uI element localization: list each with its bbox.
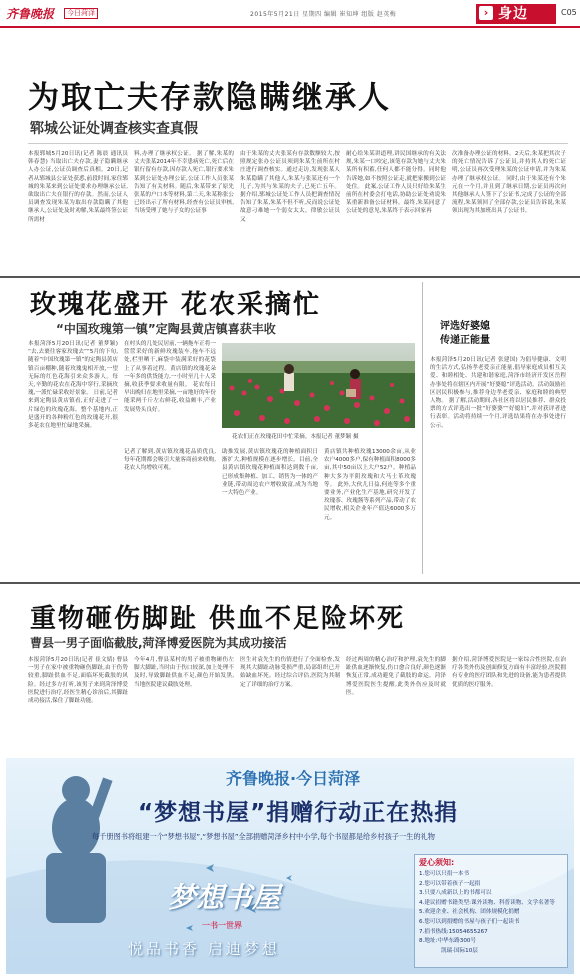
section-divider [0,582,580,584]
photo-caption: 花农们正在玫瑰花田中忙采摘。本报记者 董梦颖 摄 [232,434,359,440]
notice-item: 1.您可以只捐一本书 [419,871,470,877]
rose-field-photo [222,343,415,428]
story3-title: 重物砸伤脚趾 供血不足险坏死 [30,604,406,634]
notice-item: 8.地址:中华东路300号 [419,938,477,945]
notice-item: 7.捐书热线:15054655267 [419,928,488,935]
edition-badge: 今日菏泽 [64,8,98,19]
sidebar-title: 传递正能量 [440,335,490,346]
story3-column: 医生对袁先生的伤情进行了全面检查,发现其大脚趾动脉受损严重,局部组织已开始缺血坏死。经过综合评估,医院为其制定了详细的治疗方案。 [240,657,340,688]
ad-logo: 梦想书屋 [168,881,281,914]
column-divider [422,282,423,574]
section-divider [0,276,580,278]
ad-masthead: 齐鲁晚报·今日菏泽 [226,769,361,788]
story2-column: 本报菏泽5月20日讯(记者 董梦颖) “去,去裹往客家玫瑰去”“5月的下旬,随着“中国玫瑰第一镇”的定陶县黄店镇百亩棚种,随着玫瑰鬼相开放,一望无际的红色花海引来众多游人。每天,辛勤的花农在花海中穿行,采摘玫瑰,一派忙碌采收好景象。 日前,记者来到定陶县黄店镇看,正好走进了一片绿色的玫瑰花海。整个基地内,正是盛开的各种粉红色的玫瑰花开,很多花农在地里忙碌地采摘。 [28,341,118,430]
divider [28,143,568,144]
story2-column: 黄店镇共种植玫瑰13000余亩,从业农户4000多户,保有种植面积8000多亩,其中50亩以上大户52户。种植品种大多为平阴玫瑰和大马士革玫瑰等。 此外,大伙儿日益,何连等多个重要业务,产业化生产基地,研究开发了玫瑰茶、玫瑰酱等系列产品,带动了农民增收,相关企业年产值达6000多万元。 [324,449,416,521]
story3-column: 据介绍,菏泽博爱医院是一家综合性医院,在治疗各类外伤及创面修复方面有丰富经验,医院拥有专业的医疗团队和先进的设备,能为患者提供优质的医疗服务。 [452,657,566,688]
story1-column: 本报郓城5月20日讯(记者 陈晨 通讯员 韩春慧) 当取出亡夫存款,妻子隐瞒继承人办公证,公证员调查后真相。20日,记者从郓城县公证处获悉,前段时间,家住郓城的朱某来到公证处要求办理继承公证,欲取出亡夫在银行的存款。然而,公证人员调查发现朱某为取出存款隐瞒了其他继承人,公证处及时劝解,朱某最终签公证所需材 [28,151,128,223]
section-name: 身边 [498,6,528,22]
story1-column: 次准备办理公证的材料。2天后,朱某把其次子的死亡情况告诉了公证员,并持其人的死亡证明,公证员再次受理朱某的公证申请,并为朱某办理了继承权公证。 同时,由于朱某还有个朱元在一个月,并且到了继承日期,公证员再次向其他继承人人签下了公证书,完成了公证的全部流程,朱某领回了全部存款,公证员告诉说,朱某领出现为其加班出具了公证书。 [452,151,566,215]
sidebar-body: 本报菏泽5月20日讯(记者 张建国) 为倡导健康、文明的生活方式,弘扬孝老爱亲正能量,倡导家庭成员相互关爱、和睦相处、共建和谐家庭,菏泽市经济开发区岳程办事处将在辖区内开展“好婆媳”评选活动。活动鼓励社区居民积极参与,推荐身边孝老爱亲、家庭和睦的典型人物。 据了解,活动期间,各社区将以居民推荐、群众投票的方式评选出一批“好婆婆”“好媳妇”,并对获评者进行表彰。活动将持续一个月,评选结果将在办事处进行公示。 [430,357,566,429]
notice-item: 2.您可以带着孩子一起捐 [419,880,481,887]
story1-column: 耐心给朱某讲道理,讲民国继承的有关法规,朱某一口咬定,该笔存款为她与丈夫朱某所有积蓄,任何人都不能分得。同时他告诉她,如不按照公证走,就把家搬到公证处住。 此案,公证工作人员只好给朱某生前所在村委会打电话,协助公证处劝说朱某重新准备公证材料。最终,朱某同意了公证处的意见,朱某终于表示回家再 [346,151,446,215]
story2-column: 记者了解到,黄店镇玫瑰花品质优良,每年花期都会吸引大量客商前来收购,花农人均增收可观。 [124,449,216,472]
story3-column: 经过两周的精心治疗和护理,袁先生的脚趾供血逐渐恢复,伤口愈合良好,颜色逐渐恢复正常,成功避免了截肢的命运。菏泽博爱医院医生提醒,此类外伤应及时就医。 [346,657,446,696]
book-donation-ad [6,758,574,974]
ad-slogan: 悦品书香 启迪梦想 [128,940,280,958]
newspaper-logo: 齐鲁晚报 [6,7,55,21]
story1-column: 由于朱某的丈夫张某有存款数额较大,按照规定张办公证员须到朱某生前所在村庄进行调查核实。通过走访,发现张某人朱某隐瞒了其他人,朱某与张某还有一个儿子,为其与朱某的夫子,已死亡五年。 据介绍,郓城公证处工作人员把调查情况告知了朱某,朱某不但不听,反而说公证处故意刁难她一个弱女太太。律敏公证员又 [240,151,340,223]
story1-title: 为取亡夫存款隐瞒继承人 [28,80,391,116]
ad-notice-box [414,854,568,968]
ad-tagline: 每千册图书将组建一个“梦想书屋”,“梦想书屋”全部捐赠菏泽乡村中小学,每个书屋都是给乡村孩子一生的礼物 [92,832,435,841]
notice-item: 5.欢迎企业、社会机构、团体规模化捐赠 [419,909,520,916]
story3-column: 今年4月,曹县某村的男子被重物砸伤左脚大脚趾,当时由于伤口较深,加上处理不及时,导致脚趾供血不足,颜色开始发黑,当地医院建议截肢处理。 [134,657,234,688]
story3-subtitle: 曹县一男子面临截肢,菏泽博爱医院为其成功接活 [30,636,287,650]
story2-column: 在村头的几处民居前,一辆拖车正将一筐筐采好的新鲜玫瑰装车,拖车不远处,栏里晒干,麻袋中装满采好的花袋上了从事着过程。黄店镇的玫瑰花朵一年多的供货能力,一小时至几十人采摘,收获季要求收量有限。 花农每日早出晚归在地里采摘,一亩地好的年份能采两千斤左右鲜花,收益颇丰,产业发展势头良好。 [124,341,216,413]
arrow-icon: › [479,6,493,20]
notice-title: 爱心须知: [419,858,455,867]
notice-item: 凯瑞·国际10层 [441,947,478,954]
story2-column: 助推发展,黄店镇玫瑰花的种植面积日渐扩大,种植规模在逐步增长。目前,全县黄店镇玫瑰花种植面积达到数千亩,已形成集种植、加工、销售为一体的产业链,带动周边农户增收致富,成为当地一大特色产业。 [222,449,318,497]
notice-item: 4.建议捐赠书籍类型:课外读物、科普读物、文学名著等 [419,899,555,906]
story2-title: 玫瑰花盛开 花农采摘忙 [30,290,322,320]
issue-info: 2015年5月21日 星期四 编辑 崔知坤 组版 赵英梅 [250,11,397,18]
sidebar-title: 评选好婆媳 [440,321,490,332]
story2-subtitle: “中国玫瑰第一镇”定陶县黄店镇喜获丰收 [56,322,276,336]
story3-column: 本报菏泽5月20日讯(记者 崔文婧) 曹县一男子在家中被重物砸伤脚趾,由于伤势较重,脚趾供血不足,面临坏死截肢的风险。经过多方打听,该男子来到菏泽博爱医院进行治疗,经医生精心诊治后,其脚趾成功接活,保住了脚趾功能。 [28,657,128,705]
ad-headline: “梦想书屋”捐赠行动正在热捐 [138,800,459,826]
story1-subtitle: 郓城公证处调查核实查真假 [30,121,198,137]
ad-logo-sub: 一书一世界 [202,921,242,930]
notice-item: 6.您可以到捐赠的书屋与孩子们一起读书 [419,918,520,925]
notice-item: 3.只要八成新以上的书都可以 [419,890,492,897]
page-number: C05 [561,8,577,17]
story1-column: 料,办理了继承权公证。 据了解,朱某的丈夫张某2014年不幸患病死亡,死亡后在银行留有存款,因存款人死亡,银行要求朱某到公证处办理公证,公证工作人员张某告知了有关材料。随后,朱某带来了原先张某的户口本等材料,第二天,朱某称张公已经出示了所有材料,经查有公证员审核,当场受理了她与子女的公证事 [134,151,234,215]
